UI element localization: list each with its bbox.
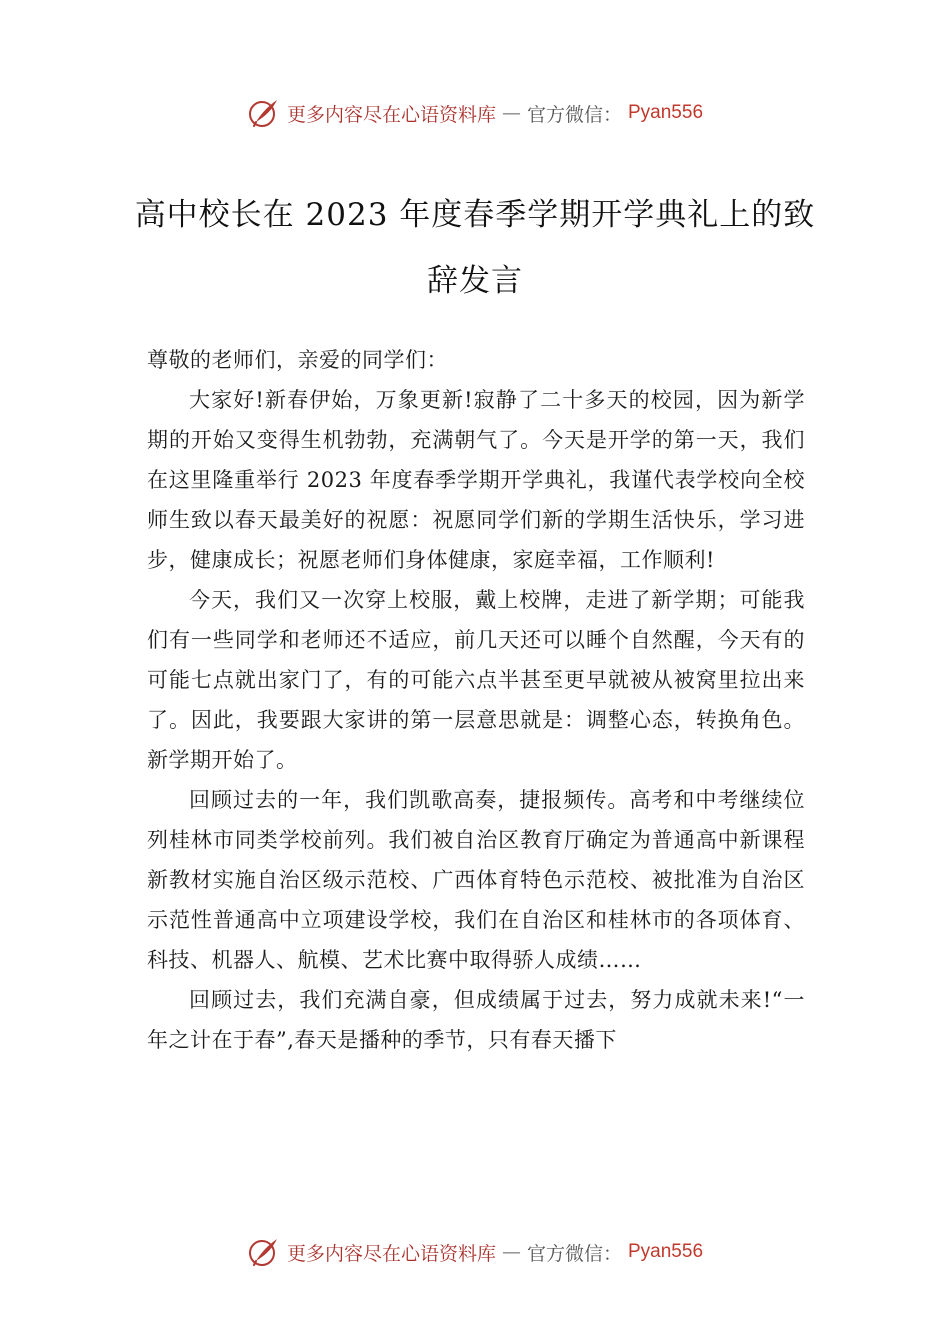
- watermark-wechat-label: 官方微信：: [526, 1242, 622, 1265]
- footer-watermark: [0, 1235, 950, 1269]
- body-paragraph: 回顾过去的一年，我们凯歌高奏，捷报频传。高考和中考继续位列桂林市同类学校前列。我们被自治区教育厅确定为普通高中新课程新教材实施自治区级示范校、广西体育特色示范校、被批准为自治区示范性普通高中立项建设学校，我们在自治区和桂林市的各项体育、科技、机器人、航模、艺术比赛中取得骄人成绩……: [147, 788, 805, 972]
- watermark-dash: —: [501, 102, 521, 124]
- watermark-wechat-label: 官方微信：: [526, 103, 622, 126]
- document-body: [147, 340, 805, 1060]
- body-paragraph: 今天，我们又一次穿上校服，戴上校牌，走进了新学期；可能我们有一些同学和老师还不适应，前几天还可以睡个自然醒，今天有的可能七点就出家门了，有的可能六点半甚至更早就被从被窝里拉出来了。因此，我要跟大家讲的第一层意思就是：调整心态，转换角色。新学期开始了。: [147, 588, 805, 772]
- header-watermark: [0, 96, 950, 130]
- document-title: 高中校长在 2023 年度春季学期开学典礼上的致辞发言: [134, 197, 816, 299]
- watermark-brand: 更多内容尽在心语资料库: [286, 103, 496, 126]
- body-paragraph: 大家好!新春伊始，万象更新!寂静了二十多天的校园，因为新学期的开始又变得生机勃勃，充满朝气了。今天是开学的第一天，我们在这里隆重举行 2023 年度春季学期开学典礼，我谨代表学校向全校师生致以春天最美好的祝愿：祝愿同学们新的学期生活快乐，学习进步，健康成长；祝愿老师们身体健康，家庭幸福，工作顺利!: [147, 388, 805, 572]
- watermark-wechat-id: Pyan556: [628, 1241, 704, 1262]
- quill-pen-circle-icon: [247, 96, 281, 130]
- salutation: 尊敬的老师们，亲爱的同学们：: [147, 348, 448, 372]
- quill-pen-circle-icon: [247, 1235, 281, 1269]
- body-paragraph: 回顾过去，我们充满自豪，但成绩属于过去，努力成就未来!“一年之计在于春”,春天是播种的季节，只有春天播下: [147, 988, 805, 1052]
- watermark-dash: —: [501, 1241, 521, 1263]
- watermark-wechat-id: Pyan556: [628, 102, 704, 123]
- watermark-brand: 更多内容尽在心语资料库: [286, 1242, 496, 1265]
